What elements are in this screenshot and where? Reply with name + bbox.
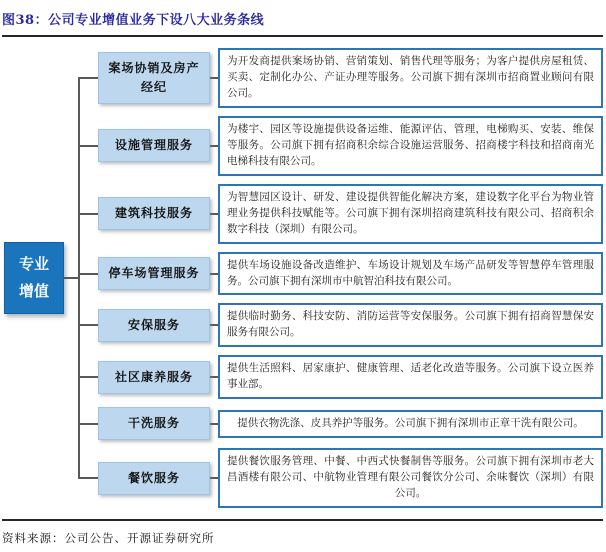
org-diagram bbox=[2, 37, 603, 519]
branch-desc-box bbox=[218, 448, 603, 508]
branch-label: 建筑科技服务 bbox=[114, 206, 193, 221]
branch-row-community-care bbox=[78, 351, 603, 403]
branch-label: 设施管理服务 bbox=[114, 138, 193, 153]
branch-label-box bbox=[98, 129, 210, 162]
branch-desc: 提供临时勤务、科技安防、消防运营等安保服务。公司旗下拥有招商智慧保安服务有限公司。 bbox=[227, 310, 594, 339]
branch-desc: 提供生活照料、居家康护、健康管理、适老化改造等服务。公司旗下设立医养事业部。 bbox=[227, 362, 594, 391]
branch-desc-box bbox=[218, 184, 603, 244]
root-node-professional-value-added bbox=[4, 242, 64, 314]
branch-desc: 为开发商提供案场协销、营销策划、销售代理等服务；为客户提供房屋租赁、买卖、定制化办公、产证办理等服务。公司旗下拥有深圳市招商置业顾问有限公司。 bbox=[227, 55, 594, 99]
branch-label-box bbox=[98, 257, 210, 290]
branch-label-box bbox=[98, 361, 210, 394]
branch-label: 餐饮服务 bbox=[127, 470, 180, 485]
connector-line bbox=[210, 145, 218, 147]
figure-title: 图38：公司专业增值业务下设八大业务条线 bbox=[2, 0, 603, 37]
root-node-label: 专业增值 bbox=[18, 255, 49, 301]
connector-line bbox=[210, 423, 218, 425]
branch-row-security-services bbox=[78, 299, 603, 351]
branch-desc: 为智慧园区设计、研发、建设提供智能化解决方案，建设数字化平台为物业管理业务提供科技赋能等。公司旗下拥有深圳招商建筑科技有限公司、招商积余数字科技（深圳）有限公司。 bbox=[227, 190, 594, 235]
branch-label: 社区康养服务 bbox=[114, 369, 193, 384]
branch-label-box bbox=[98, 197, 210, 230]
branch-desc-box bbox=[218, 410, 603, 438]
connector-line bbox=[210, 477, 218, 479]
branch-row-construction-tech bbox=[78, 180, 603, 248]
branch-desc-box bbox=[218, 116, 603, 176]
connector-line bbox=[210, 324, 218, 326]
branch-desc: 为楼宇、园区等设施提供设备运维、能源评估、管理，电梯购买、安装、维保等服务。公司旗下拥有招商积余综合设施运营服务、招商楼宇科技和招商南光电梯科技有限公司。 bbox=[227, 122, 594, 167]
branch-desc-box bbox=[218, 303, 603, 347]
branch-row-dry-cleaning bbox=[78, 403, 603, 444]
branch-label: 停车场管理服务 bbox=[108, 265, 200, 280]
connector-line bbox=[210, 376, 218, 378]
branch-row-catering bbox=[78, 444, 603, 512]
branch-label: 干洗服务 bbox=[127, 416, 180, 431]
branch-desc: 提供餐饮服务管理、中餐、中西式快餐制售等服务。公司旗下拥有深圳市老大昌酒楼有限公司、中航物业管理有限公司餐饮分公司、余味餐饮（深圳）有限公司。 bbox=[227, 455, 594, 500]
branch-label-box bbox=[98, 309, 210, 342]
branch-desc: 提供衣物洗涤、皮具养护等服务。公司旗下拥有深圳市正章干洗有限公司。 bbox=[237, 416, 584, 429]
branch-row-facility-management bbox=[78, 112, 603, 180]
branch-desc: 提供车场设施设备改造维护、车场设计规划及车场产品研发等智慧停车管理服务。公司旗下拥有深圳市中航智泊科技有限公司。 bbox=[227, 258, 594, 287]
branch-row-parking-management bbox=[78, 248, 603, 300]
source-note: 资料来源：公司公告、开源证券研究所 bbox=[2, 519, 603, 552]
branch-label: 案场协销及房产经纪 bbox=[108, 60, 200, 94]
branch-label-box bbox=[98, 52, 210, 104]
branch-row-onsite-sales bbox=[78, 44, 603, 112]
connector-line bbox=[210, 273, 218, 275]
branch-desc-box bbox=[218, 252, 603, 296]
branch-label-box bbox=[98, 462, 210, 495]
branch-label: 安保服务 bbox=[127, 317, 180, 332]
branch-desc-box bbox=[218, 355, 603, 399]
branch-label-box bbox=[98, 407, 210, 440]
connector-line bbox=[210, 213, 218, 215]
branch-desc-box bbox=[218, 48, 603, 108]
branch-rows bbox=[78, 44, 603, 512]
connector-line bbox=[210, 77, 218, 79]
